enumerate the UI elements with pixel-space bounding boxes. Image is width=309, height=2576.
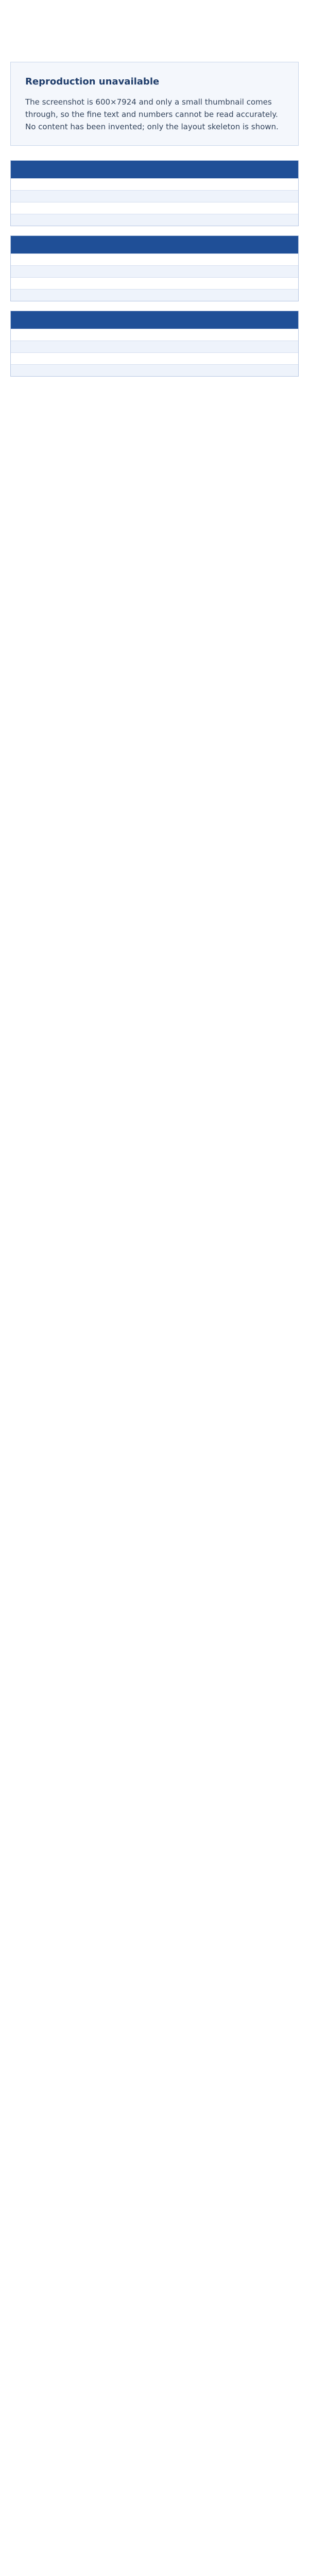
table-row	[11, 341, 298, 352]
table-section	[10, 160, 299, 226]
section-header	[11, 311, 298, 329]
table-section	[10, 235, 299, 301]
notice-body: The screenshot is 600×7924 and only a small thumbnail comes through, so the fine text and numbers cannot be read accurately. No content has been invented; only the layout skeleton is shown.	[25, 97, 279, 131]
section-header	[11, 161, 298, 178]
table-section	[10, 311, 299, 377]
table-row	[11, 289, 298, 301]
notice-title: Reproduction unavailable	[25, 76, 160, 87]
table-row	[11, 202, 298, 214]
section-header	[11, 236, 298, 253]
layout-skeleton	[10, 160, 299, 377]
table-row	[11, 190, 298, 202]
table-row	[11, 277, 298, 289]
table-row	[11, 329, 298, 341]
page-root	[0, 62, 309, 377]
table-row	[11, 178, 298, 190]
table-row	[11, 214, 298, 226]
table-row	[11, 352, 298, 364]
table-row	[11, 253, 298, 265]
table-row	[11, 265, 298, 277]
notice-panel	[10, 62, 299, 146]
table-row	[11, 364, 298, 376]
